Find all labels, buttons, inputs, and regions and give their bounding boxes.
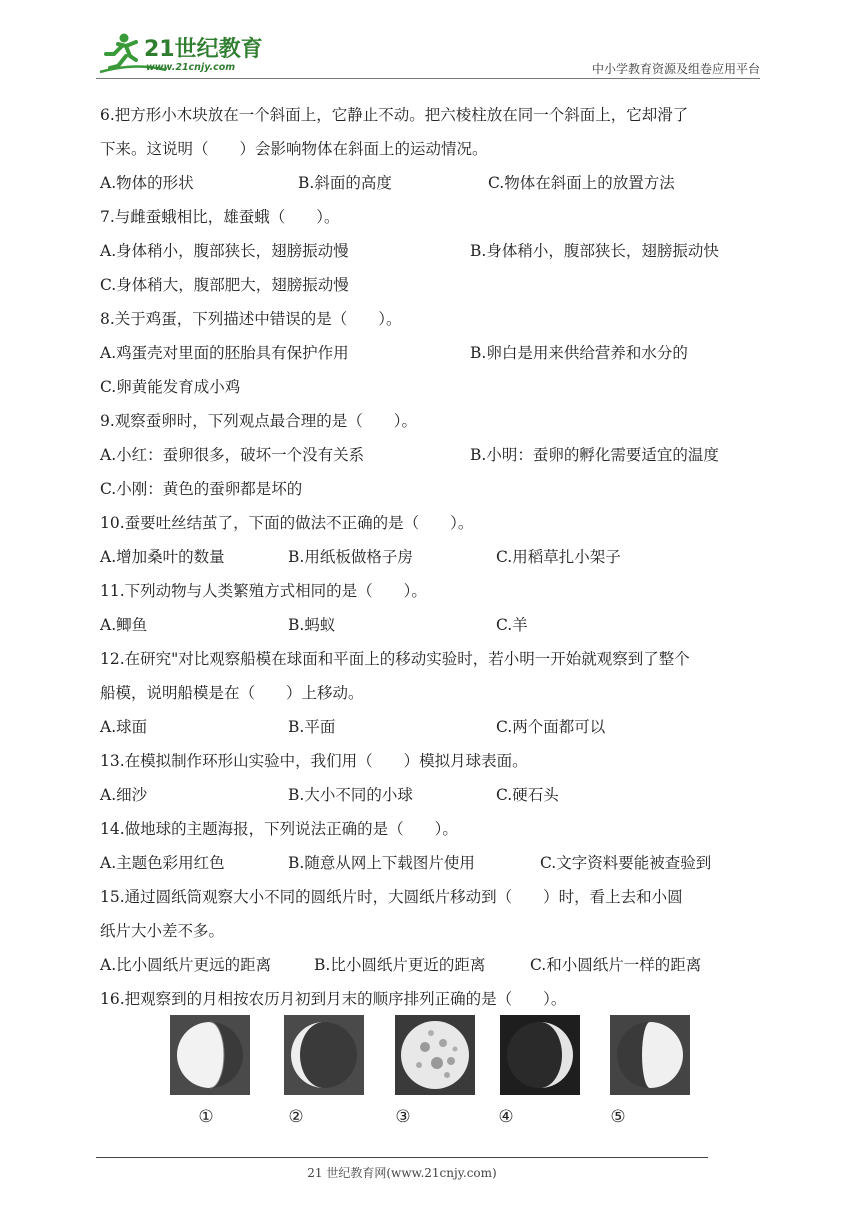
moon-phase-4 xyxy=(500,1015,580,1095)
question-stem: 7.与雌蚕蛾相比，雄蚕蛾（ ）。 xyxy=(100,208,340,226)
footer-divider xyxy=(96,1157,708,1158)
option-row xyxy=(100,166,762,200)
moon-label-3: ③ xyxy=(395,1107,411,1127)
answer-option[interactable]: C.物体在斜面上的放置方法 xyxy=(488,174,675,192)
answer-option[interactable]: C.和小圆纸片一样的距离 xyxy=(530,956,702,974)
answer-option[interactable]: B.大小不同的小球 xyxy=(288,786,413,804)
question-stem: 船模，说明船模是在（ ）上移动。 xyxy=(100,684,364,702)
answer-option[interactable]: B.身体稍小，腹部狭长，翅膀振动快 xyxy=(470,242,719,260)
answer-option[interactable]: A.球面 xyxy=(100,718,148,736)
question-stem: 下来。这说明（ ）会影响物体在斜面上的运动情况。 xyxy=(100,140,488,158)
moon-label-1: ① xyxy=(198,1107,214,1127)
question-stem: 12.在研究"对比观察船模在球面和平面上的移动实验时，若小明一开始就观察到了整个 xyxy=(100,650,690,668)
header-divider xyxy=(96,78,760,79)
question-stem: 11.下列动物与人类繁殖方式相同的是（ ）。 xyxy=(100,582,427,600)
answer-option[interactable]: A.比小圆纸片更远的距离 xyxy=(100,956,272,974)
answer-option[interactable]: B.卵白是用来供给营养和水分的 xyxy=(470,344,688,362)
moon-phase-5 xyxy=(610,1015,690,1095)
answer-option[interactable]: B.蚂蚁 xyxy=(288,616,336,634)
answer-option[interactable]: C.小刚：黄色的蚕卵都是坏的 xyxy=(100,480,303,498)
answer-option[interactable]: A.小红：蚕卵很多，破坏一个没有关系 xyxy=(100,446,365,464)
option-row xyxy=(100,472,762,506)
question-stem: 纸片大小差不多。 xyxy=(100,922,225,940)
answer-option[interactable]: C.两个面都可以 xyxy=(496,718,606,736)
platform-name: 中小学教育资源及组卷应用平台 xyxy=(591,62,760,76)
answer-option[interactable]: A.主题色彩用红色 xyxy=(100,854,225,872)
moon-phase-2 xyxy=(284,1015,364,1095)
moon-label-2: ② xyxy=(288,1107,304,1127)
moon-phase-figure xyxy=(170,1015,730,1135)
answer-option[interactable]: B.用纸板做格子房 xyxy=(288,548,413,566)
question-stem: 13.在模拟制作环形山实验中，我们用（ ）模拟月球表面。 xyxy=(100,752,528,770)
option-row xyxy=(100,336,762,370)
answer-option[interactable]: A.物体的形状 xyxy=(100,174,194,192)
logo-text: 21世纪教育 xyxy=(144,37,263,62)
page-header xyxy=(96,30,760,78)
option-row xyxy=(100,778,762,812)
logo-url: www.21cnjy.com xyxy=(146,62,236,73)
option-row xyxy=(100,268,762,302)
question-stem: 6.把方形小木块放在一个斜面上，它静止不动。把六棱柱放在同一个斜面上，它却滑了 xyxy=(100,106,689,124)
answer-option[interactable]: A.增加桑叶的数量 xyxy=(100,548,225,566)
answer-option[interactable]: C.身体稍大，腹部肥大，翅膀振动慢 xyxy=(100,276,349,294)
option-row xyxy=(100,948,762,982)
answer-option[interactable]: B.随意从网上下载图片使用 xyxy=(288,854,475,872)
answer-option[interactable]: B.比小圆纸片更近的距离 xyxy=(314,956,486,974)
question-stem: 14.做地球的主题海报，下列说法正确的是（ ）。 xyxy=(100,820,458,838)
question-stem: 10.蚕要吐丝结茧了，下面的做法不正确的是（ ）。 xyxy=(100,514,474,532)
question-stem: 9.观察蚕卵时，下列观点最合理的是（ ）。 xyxy=(100,412,418,430)
logo xyxy=(96,30,266,76)
moon-phase-3 xyxy=(395,1015,475,1095)
answer-option[interactable]: A.鸡蛋壳对里面的胚胎具有保护作用 xyxy=(100,344,349,362)
question-stem: 8.关于鸡蛋，下列描述中错误的是（ ）。 xyxy=(100,310,402,328)
option-row xyxy=(100,370,762,404)
answer-option[interactable]: C.卵黄能发育成小鸡 xyxy=(100,378,241,396)
question-list xyxy=(100,98,762,1016)
option-row xyxy=(100,438,762,472)
option-row xyxy=(100,540,762,574)
option-row xyxy=(100,234,762,268)
question-stem: 15.通过圆纸筒观察大小不同的圆纸片时，大圆纸片移动到（ ）时，看上去和小圆 xyxy=(100,888,683,906)
moon-label-5: ⑤ xyxy=(610,1107,626,1127)
option-row xyxy=(100,710,762,744)
answer-option[interactable]: A.身体稍小，腹部狭长，翅膀振动慢 xyxy=(100,242,349,260)
answer-option[interactable]: C.硬石头 xyxy=(496,786,559,804)
option-row xyxy=(100,846,762,880)
answer-option[interactable]: C.文字资料要能被查验到 xyxy=(540,854,712,872)
answer-option[interactable]: A.鲫鱼 xyxy=(100,616,148,634)
answer-option[interactable]: A.细沙 xyxy=(100,786,148,804)
answer-option[interactable]: B.斜面的高度 xyxy=(298,174,392,192)
answer-option[interactable]: C.羊 xyxy=(496,616,528,634)
answer-option[interactable]: B.小明：蚕卵的孵化需要适宜的温度 xyxy=(470,446,719,464)
footer-text: 21 世纪教育网(www.21cnjy.com) xyxy=(307,1166,497,1180)
question-stem: 16.把观察到的月相按农历月初到月末的顺序排列正确的是（ ）。 xyxy=(100,990,567,1008)
moon-phase-1 xyxy=(170,1015,250,1095)
answer-option[interactable]: C.用稻草扎小架子 xyxy=(496,548,621,566)
moon-label-4: ④ xyxy=(498,1107,514,1127)
answer-option[interactable]: B.平面 xyxy=(288,718,336,736)
option-row xyxy=(100,608,762,642)
